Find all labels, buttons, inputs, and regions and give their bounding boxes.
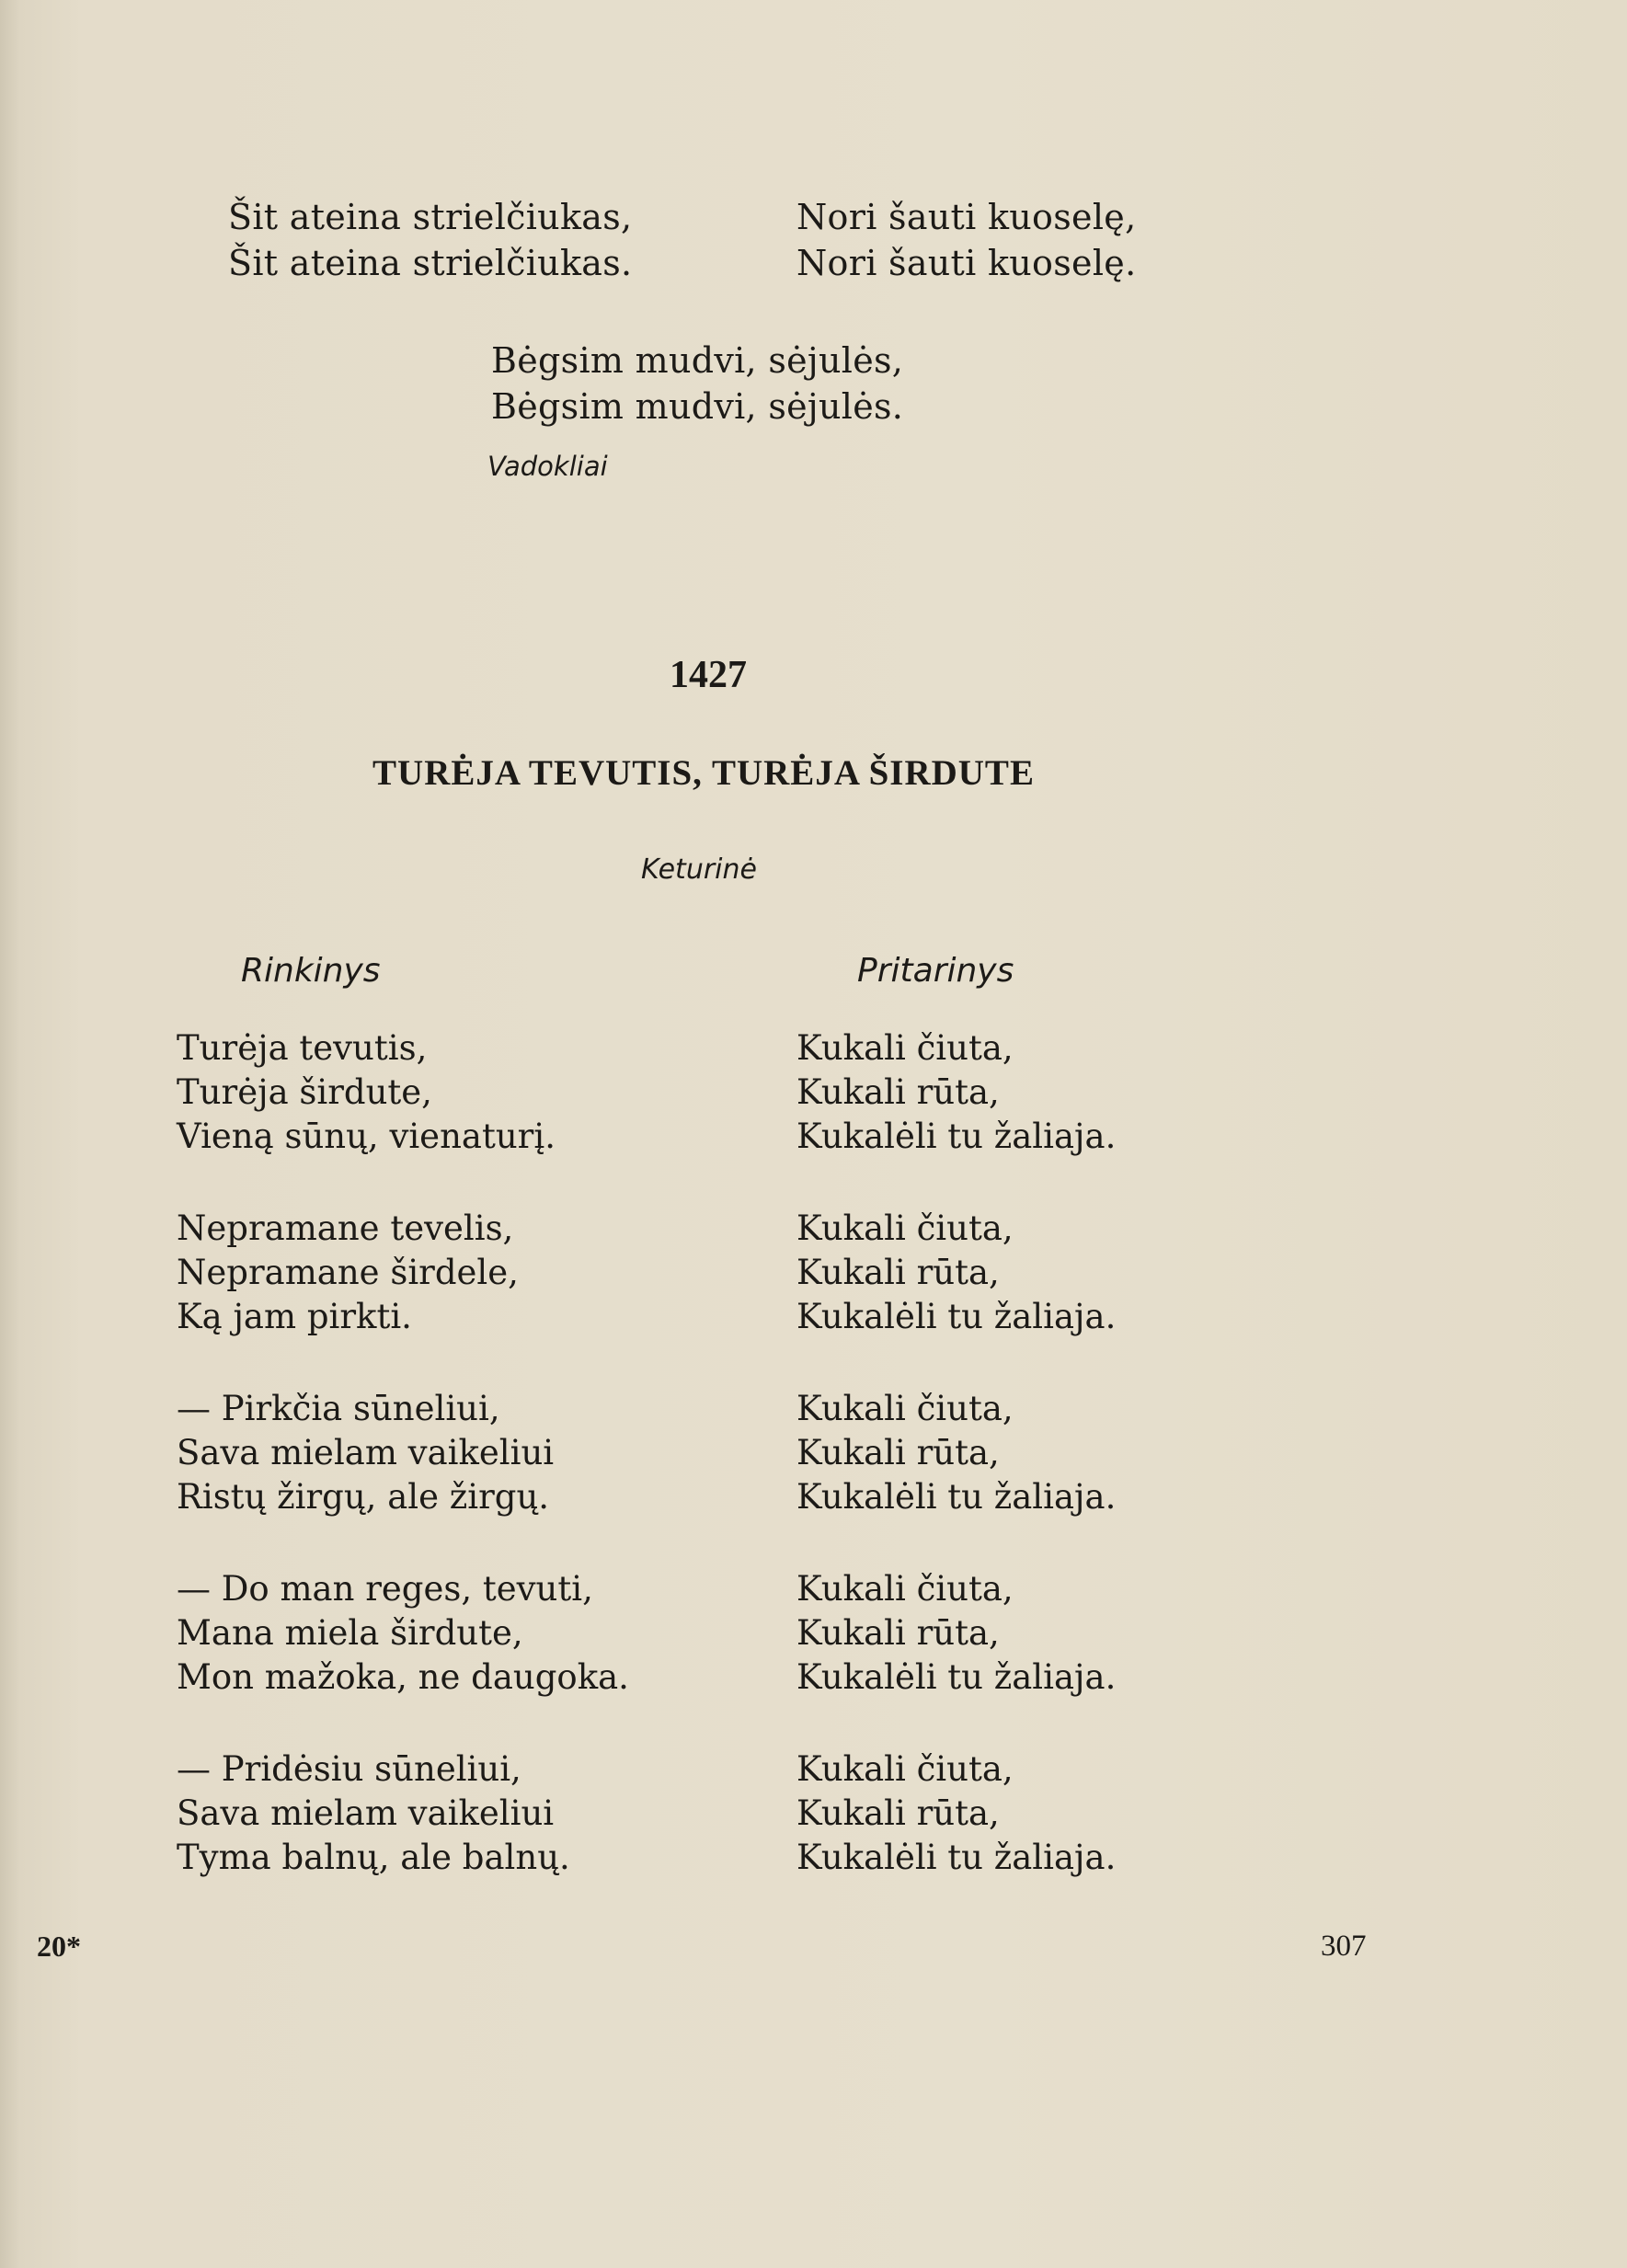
refrain-line: Kukali rūta, [796,1253,1000,1292]
refrain-line: Kukali čiuta, [796,1389,1014,1428]
refrain-line: Kukalėli tu žaliaja. [796,1477,1117,1517]
refrain-line: Kukali rūta, [796,1433,1000,1472]
verse-line: — Do man reges, tevuti, [177,1569,593,1609]
refrain-line: Kukali čiuta, [796,1208,1014,1248]
stanza-left [177,1387,554,1519]
stanza-right [796,1747,1116,1880]
stanza-left [177,1207,519,1339]
verse-line: Vieną sūnų, vienaturį. [177,1117,556,1156]
refrain-line: Kukalėli tu žaliaja. [796,1297,1117,1336]
stanza-left [177,1747,570,1880]
refrain-line: Kukali čiuta, [796,1028,1014,1068]
page-number: 307 [1321,1930,1367,1963]
verse-line: Tyma balnų, ale balnų. [177,1838,570,1877]
left-column-heading: Rinkinys [241,952,381,990]
stanza-right [796,1207,1116,1339]
verse-line: Nori šauti kuoselę. [796,243,1137,283]
stanza-right [796,1026,1116,1159]
verse-line: — Pridėsiu sūneliui, [177,1749,521,1789]
refrain-line: Kukali rūta, [796,1072,1000,1112]
verse-line: Šit ateina strielčiukas, [228,197,633,237]
verse-line: Sava mielam vaikeliui [177,1793,555,1833]
refrain-line: Kukali čiuta, [796,1569,1014,1609]
stanza-right [796,1567,1116,1700]
verse-line: Nori šauti kuoselę, [796,197,1137,237]
verse-line: Bėgsim mudvi, sėjulės. [491,386,904,427]
verse-line: Šit ateina strielčiukas. [228,243,633,283]
refrain-line: Kukalėli tu žaliaja. [796,1117,1117,1156]
verse-line: Turėja širdute, [177,1072,432,1112]
refrain-line: Kukalėli tu žaliaja. [796,1657,1117,1697]
verse-line: Ką jam pirkti. [177,1297,412,1336]
right-column-heading: Pritarinys [857,952,1014,990]
refrain-line: Kukali čiuta, [796,1749,1014,1789]
verse-line: Ristų žirgų, ale žirgų. [177,1477,550,1517]
song-number: 1427 [670,654,747,696]
verse-line: Nepramane širdele, [177,1253,519,1292]
refrain-line: Kukali rūta, [796,1793,1000,1833]
source-village: Vadokliai [487,451,608,482]
song-title: TURĖJA TEVUTIS, TURĖJA ŠIRDUTE [372,753,1035,793]
refrain-line: Kukalėli tu žaliaja. [796,1838,1117,1877]
stanza-left [177,1567,629,1700]
verse-line: — Pirkčia sūneliui, [177,1389,500,1428]
verse-line: Bėgsim mudvi, sėjulės, [491,340,904,381]
stanza-left [177,1026,556,1159]
verse-line: Mon mažoka, ne daugoka. [177,1657,629,1697]
verse-line: Mana miela širdute, [177,1613,523,1653]
stanza-right [796,1387,1116,1519]
song-genre: Keturinė [641,853,757,886]
verse-line: Nepramane tevelis, [177,1208,514,1248]
verse-line: Sava mielam vaikeliui [177,1433,555,1472]
printer-signature: 20* [37,1930,81,1963]
refrain-line: Kukali rūta, [796,1613,1000,1653]
verse-line: Turėja tevutis, [177,1028,428,1068]
